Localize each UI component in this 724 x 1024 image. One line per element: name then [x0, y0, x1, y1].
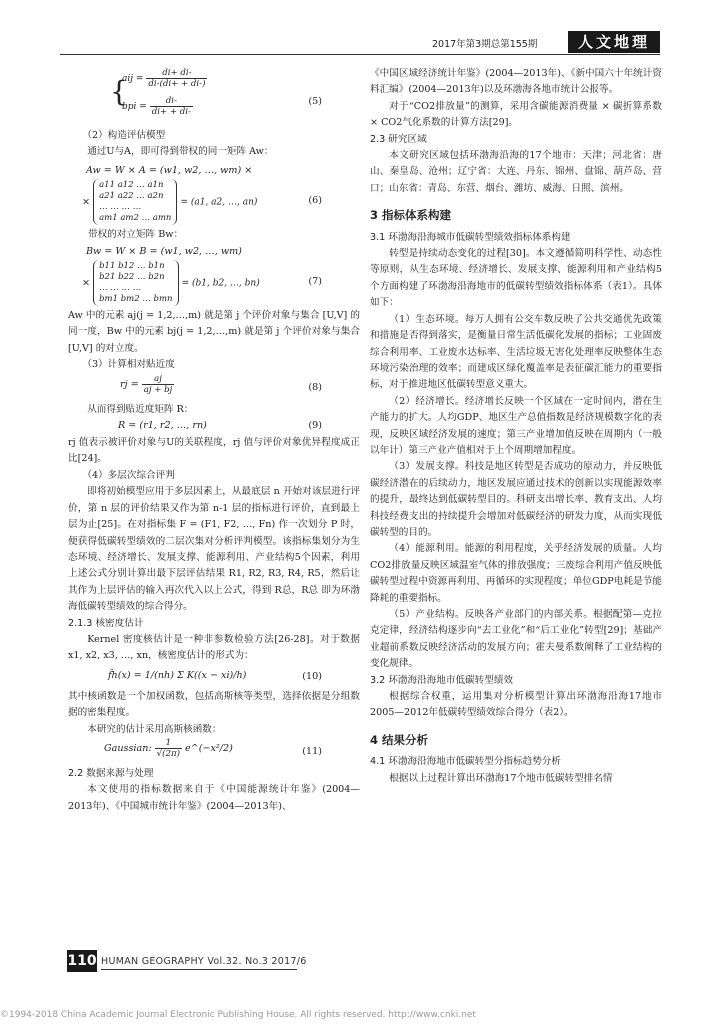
header-rule — [60, 54, 660, 55]
paragraph-data-sources: 本文使用的指标数据来自于《中国能源统计年鉴》(2004—2013年)、《中国城市统计年鉴》(2004—2013年)、 — [68, 784, 360, 812]
eq10-number: (10) — [302, 670, 322, 682]
footer-rule — [101, 969, 297, 970]
heading-4-1: 4.1 环渤海沿海地市低碳转型分指标趋势分析 — [370, 756, 561, 768]
paragraph-development-support: （3）发展支撑。科技是地区转型是否成功的原动力，并反映低碳经济潜在的后续动力，地区发展应通过技术的创新以实现能源效率的提升，最终达到低碳转型目的。科研支出增长率、教育支出、人均科技经费支出的持续提升会增加对低碳经济的研发力度，从而实现低碳转型的目的。 — [370, 461, 662, 538]
copyright-line: ©1994-2018 China Academic Journal Electronic Publishing House. All rights reserved. http://www.cnki.net — [0, 1010, 476, 1020]
section-heading-closeness: （3）计算相对贴近度 — [82, 359, 175, 371]
heading-2-2: 2.2 数据来源与处理 — [68, 767, 154, 779]
eq8-number: (8) — [308, 381, 322, 393]
eq5-a-lhs: aij = — [122, 74, 144, 84]
paragraph-data-sources-cont: 《中国区域经济统计年鉴》(2004—2013年)、《新中国六十年统计资料汇编》(2004—2013年)以及环渤海各地市统计公报等。 — [370, 68, 662, 96]
paragraph-weighted-matrix: 通过U与A，即可得到带权的同一矩阵 Aw： — [87, 146, 274, 158]
heading-2-1-3: 2.1.3 核密度估计 — [68, 617, 144, 629]
paragraph-industry-structure: （5）产业结构。反映各产业部门的内部关系。根据配第—克拉克定律，经济结构逐步向“去工业化”和“后工业化”转型[29]；基础产业超前系数反映经济活动的发展方向；霍夫曼系数阐释了工业结构的变化规律。 — [370, 609, 662, 670]
eq6-rhs: = (a1, a2, …, an) — [180, 197, 258, 208]
section-heading-construct-model: （2）构造评估模型 — [82, 130, 166, 141]
eq6-number: (6) — [308, 195, 322, 207]
paragraph-indicator-system: 转型是持续动态变化的过程[30]。本文遵循简明科学性、动态性等原则，从生态环境、经济增长、发展支撑、能源利用和产业结构5个方面构建了环渤海沿海地市的低碳转型绩效指标体系（表1）。具体如下： — [370, 248, 662, 309]
paragraph-gaussian: 本研究的估计采用高斯核函数： — [87, 723, 222, 735]
journal-title-badge: 人文地理 — [568, 31, 660, 53]
eq11-number: (11) — [302, 745, 322, 757]
paragraph-kernel-function: 其中核函数是一个加权函数，包括高斯核等类型，选择依据是分组数据的密集程度。 — [68, 690, 360, 719]
eq6-matrix: a11 a12 … a1n a21 a22 … a2n … … … … am1 am2 … amn — [93, 179, 177, 225]
paragraph-dual-matrix: 带权的对立矩阵 Bw： — [88, 229, 184, 241]
paragraph-energy-use: （4）能源利用。能源的利用程度，关乎经济发展的质量。人均CO2排放量反映区域温室气体的排放强度；三废综合利用产值反映低碳转型过程中资源再利用、再循环的实现程度；单位GDP电耗是节能降耗的重要指标。 — [370, 543, 662, 604]
equation-8: rj = $\frac{aj}{aj + bj}$ (8) — [120, 373, 322, 395]
equation-11: Gaussian: $\frac{1}{√(2\pi)}$ e^(−x²/2) (11) — [104, 737, 322, 759]
equation-6: × a11 a12 … a1n a21 a22 … a2n … … … … am1 am2 … amn = (a1, a2, …, an) (6) — [82, 180, 322, 224]
eq7-line1: Bw = W × B = (w1, w2, …, wm) — [86, 245, 242, 257]
paragraph-identity-degree: Aw 中的元素 aj(j = 1,2,…,m) 就是第 j 个评价对象与集合 [U,V] 的同一度，Bw 中的元素 bj(j = 1,2,…,m) 就是第 j 个评价对象与集合 [U,V] 的对立度。 — [68, 310, 360, 354]
paragraph-economic-growth: （2）经济增长。经济增长反映一个区域在一定时间内，潜在生产能力的扩大。人均GDP、地区生产总值指数是经济规模数字化的表现，反映区域经济发展的速度；第三产业增加值反映在周期内（一般以年计）第三产业产值相对于上个周期增加程度。 — [370, 395, 662, 456]
equation-9: R = (r1, r2, …, rn) (9) — [68, 418, 360, 435]
page-number: 110 — [67, 950, 97, 972]
equation-10: f̂h(x) = 1/(nh) Σ K((x − xi)/h) (10) — [68, 665, 360, 689]
paragraph-co2-method: 对于“CO2排放量”的测算，采用含碳能源消费量 × 碳折算系数 × CO2气化系数的计算方法[29]。 — [370, 100, 662, 129]
equation-7: × b11 b12 … b1n b21 b22 … b2n … … … … bm1 bm2 … bmn = (b1, b2, …, bn) (7) — [82, 261, 322, 305]
header-issue: 2017年第3期总第155期 — [432, 39, 538, 50]
eq5-b-fraction: $\frac{di-}{di+ + di-}$ — [151, 96, 191, 117]
eq7-number: (7) — [308, 276, 322, 288]
heading-2-3: 2.3 研究区域 — [370, 133, 427, 145]
section-heading-multilevel: （4）多层次综合评判 — [82, 469, 175, 481]
heading-4: 4 结果分析 — [370, 732, 429, 747]
eq7-matrix: b11 b12 … b1n b21 b22 … b2n … … … … bm1 bm2 … bmn — [93, 260, 178, 306]
eq9-number: (9) — [308, 420, 322, 432]
left-column — [68, 66, 360, 815]
heading-3-1: 3.1 环渤海沿海城市低碳转型绩效指标体系构建 — [370, 231, 571, 243]
paragraph-rj-meaning: rj 值表示被评价对象与U的关联程度，rj 值与评价对象优异程度成正比[24]。 — [68, 437, 360, 465]
paragraph-ecological: （1）生态环境。每万人拥有公交车数反映了公共交通优先政策和措施是否得到落实，是衡量日常生活低碳化发展的指标；工业固废综合利用率、工业废水达标率、生活垃圾无害化处理率反映整体生态环境污染治理的效率；而建成区绿化覆盖率是表征碳汇能力的重要指标，对于推进地区低碳转型意义重大。 — [370, 313, 662, 391]
paragraph-ranking: 根据以上过程计算出环渤海17个地市低碳转型排名情 — [389, 772, 613, 784]
paragraph-closeness-matrix: 从而得到贴近度矩阵 R： — [87, 403, 194, 415]
eq5-b-lhs: bpi = — [122, 102, 147, 112]
paragraph-study-region: 本文研究区域包括环渤海沿海的17个地市：天津；河北省：唐山、秦皇岛、沧州；辽宁省：大连、丹东、锦州、盘锦、葫芦岛、营口；山东省：青岛、东营、烟台、潍坊、威海、日照、滨州。 — [370, 150, 662, 194]
paragraph-performance-score: 根据综合权重，运用集对分析模型计算出环渤海沿海17地市2005—2012年低碳转型绩效综合得分（表2）。 — [370, 691, 662, 719]
footer-journal: HUMAN GEOGRAPHY Vol.32. No.3 2017/6 — [101, 956, 307, 967]
equation-5: { aij = $\frac{di+ di-}{di-(di+ + di-)}$ bpi = $\frac{di-}{di+ + di-}$ (5) — [110, 68, 322, 117]
paragraph-multilevel: 即将初始模型应用于多层因素上，从最底层 n 开始对该层进行评价，第 n 层的评价结果又作为第 n-1 层的指标进行评价，直到最上层为止[25]。在对指标集 F = (F1, F2, …, Fn) 作一次划分 P 时，便获得低碳转型绩效的二层次集对分析评判模型。该指标集划分为生态环境、经济增长、发展支撑、能源利用、产业结构5个因素，利用上述公式分别计算出最下层评估结果 R1, R2, R3, R4, R5，然后让其作为上层评估的输入再次代入以上公式，得到 R总，R总 即为环渤海低碳转型绩效的综合得分。 — [68, 486, 360, 613]
eq8-fraction: $\frac{aj}{aj + bj}$ — [143, 373, 173, 395]
eq11-fraction: $\frac{1}{√(2\pi)}$ — [156, 737, 180, 759]
eq5-a-fraction: $\frac{di+ di-}{di-(di+ + di-)}$ — [148, 68, 206, 89]
heading-3: 3 指标体系构建 — [370, 208, 452, 223]
eq5-number: (5) — [308, 96, 322, 107]
eq7-rhs: = (b1, b2, …, bn) — [181, 278, 260, 289]
eq6-line1: Aw = W × A = (w1, w2, …, wm) × — [86, 164, 253, 176]
paragraph-kernel-density: Kernel 密度核估计是一种非参数检验方法[26-28]。对于数据 x1, x2, x3, …, xn，核密度估计的形式为： — [68, 633, 360, 662]
right-column — [370, 66, 662, 787]
heading-3-2: 3.2 环渤海沿海地市低碳转型绩效 — [370, 674, 514, 686]
